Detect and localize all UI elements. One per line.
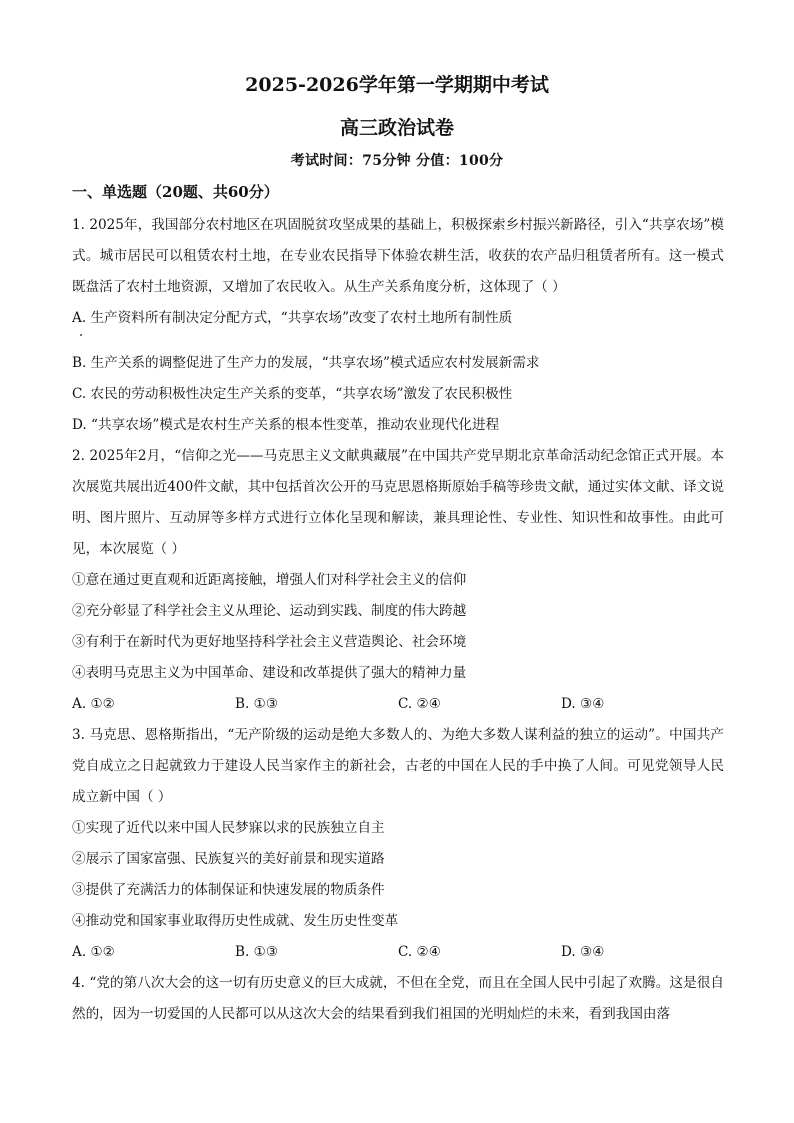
choice-a: A. ①② — [72, 944, 115, 960]
question-stem: 2. 2025年2月，“信仰之光——马克思主义文献典藏展”在中国共产党早期北京革命活动纪念馆正式开展。本次展览共展出近400件文献，其中包括首次公开的马克思恩格斯原始手稿等珍贵文献，通过实体文献、译文说明、图片照片、互动屏等多样方式进行立体化呈现和解读，兼具理论性、专业性、知识性和故事性。由此可见，本次展览（ ） — [72, 448, 724, 557]
option-d: D. “共享农场”模式是农村生产关系的根本性变革，推动农业现代化进程 — [72, 417, 500, 433]
exam-subject-title: 高三政治试卷 — [339, 117, 454, 139]
question-stem: 1. 2025年，我国部分农村地区在巩固脱贫攻坚成果的基础上，积极探索乡村振兴新路径，引入“共享农场”模式。城市居民可以租赁农村土地，在专业农民指导下体验农耕生活，收获的农产品归租赁者所有。这一模式既盘活了农村土地资源，又增加了农民收入。从生产关系角度分析，这体现了（ ） — [72, 217, 724, 295]
question-2 — [72, 441, 724, 720]
choice-d: D. ③④ — [561, 696, 605, 712]
section-heading: 一、单选题（20题、共60分） — [72, 183, 279, 201]
choice-d: D. ③④ — [561, 944, 605, 960]
question-stem: 4. “党的第八次大会的这一切有历史意义的巨大成就，不但在全党，而且在全国人民中引起了欢腾。这是很自然的，因为一切爱国的人民都可以从这次大会的结果看到我们祖国的光明灿烂的未来，看到我国由落 — [72, 975, 724, 1022]
question-1 — [72, 210, 724, 441]
choice-c: C. ②④ — [398, 944, 441, 960]
exam-title: 2025-2026学年第一学期期中考试 — [245, 74, 549, 96]
choice-b: B. ①③ — [235, 696, 279, 712]
question-stem: 3. 马克思、恩格斯指出，“无产阶级的运动是绝大多数人的、为绝大多数人谋利益的独立的运动”。中国共产党自成立之日起就致力于建设人民当家作主的新社会，古老的中国在人民的手中换了人间。可见党领导人民成立新中国（ ） — [72, 727, 724, 805]
choice-c: C. ②④ — [398, 696, 441, 712]
questions-area — [72, 210, 724, 1030]
statement-4: ④推动党和国家事业取得历史性成就、发生历史性变革 — [72, 913, 399, 929]
statement-2: ②充分彰显了科学社会主义从理论、运动到实践、制度的伟大跨越 — [72, 603, 467, 619]
option-a: A. 生产资料所有制决定分配方式，“共享农场”改变了农村土地所有制性质 — [72, 310, 513, 326]
question-3 — [72, 720, 724, 968]
statement-3: ③有利于在新时代为更好地坚持科学社会主义营造舆论、社会环境 — [72, 634, 467, 650]
statement-2: ②展示了国家富强、民族复兴的美好前景和现实道路 — [72, 851, 385, 867]
statement-4: ④表明马克思主义为中国革命、建设和改革提供了强大的精神力量 — [72, 665, 467, 681]
choices-row — [72, 689, 724, 720]
option-c: C. 农民的劳动积极性决定生产关系的变革，“共享农场”激发了农民积极性 — [72, 386, 513, 402]
statement-3: ③提供了充满活力的体制保证和快速发展的物质条件 — [72, 882, 385, 898]
choices-row — [72, 937, 724, 968]
choice-b: B. ①③ — [235, 944, 279, 960]
choice-a: A. ①② — [72, 696, 115, 712]
statement-1: ①意在通过更直观和近距离接触，增强人们对科学社会主义的信仰 — [72, 572, 467, 588]
exam-info: 考试时间：75分钟 分值：100分 — [290, 153, 504, 169]
option-b: B. 生产关系的调整促进了生产力的发展，“共享农场”模式适应农村发展新需求 — [72, 355, 540, 371]
statement-1: ①实现了近代以来中国人民梦寐以求的民族独立自主 — [72, 820, 385, 836]
question-4 — [72, 968, 724, 1030]
